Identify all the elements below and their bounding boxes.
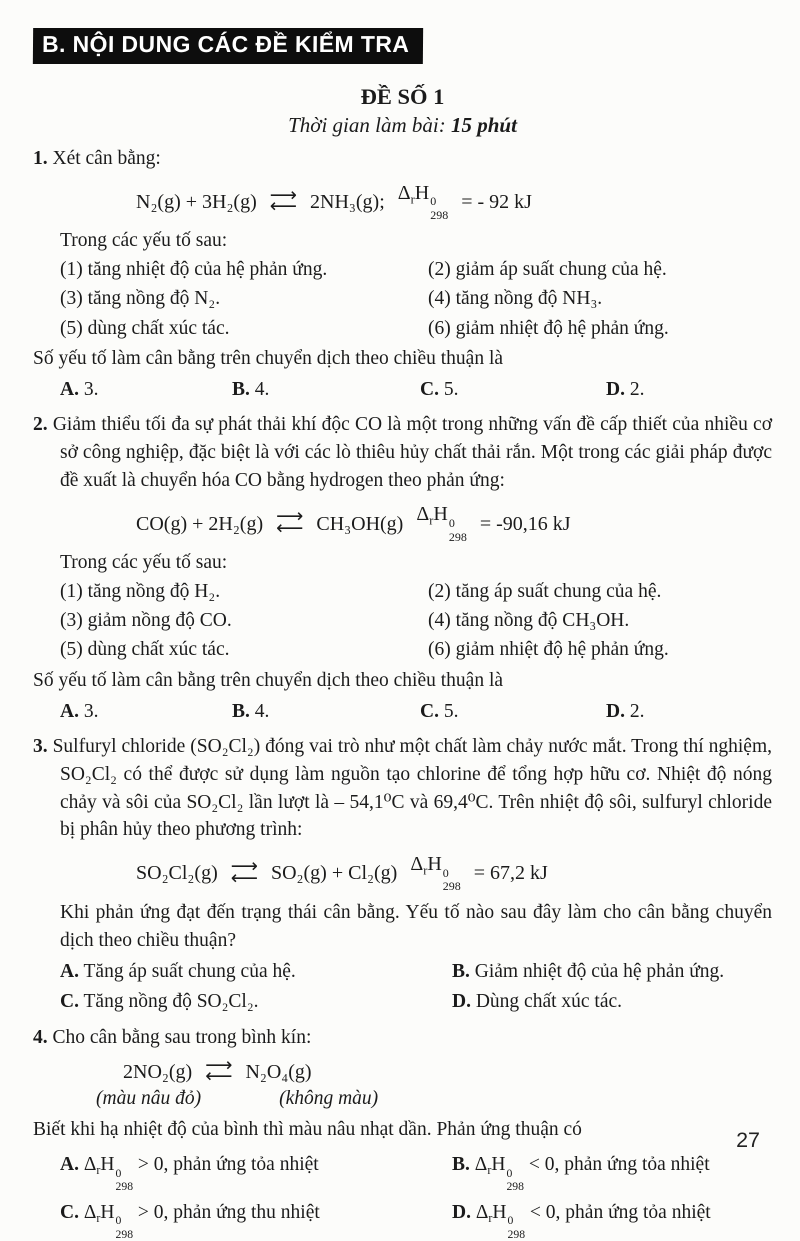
question-number: 2. (33, 414, 48, 436)
label-left: (màu nâu đỏ) (96, 1088, 202, 1110)
delta-symbol: Δ (83, 1201, 97, 1223)
option-label: D. (606, 379, 625, 401)
equation-right: SO₂(g) + Cl₂(g) (270, 862, 398, 885)
equation-value: = - 92 kJ (461, 190, 532, 213)
question-2-intro (33, 411, 772, 494)
option-text: < 0, phản ứng tỏa nhiệt (528, 1154, 710, 1176)
enthalpy-subscript: 298 (448, 529, 467, 544)
equilibrium-arrow-icon (205, 1060, 232, 1084)
factors-intro: Trong các yếu tố sau: (60, 551, 228, 573)
option-text: < 0, phản ứng tỏa nhiệt (529, 1201, 711, 1223)
option-label: C. (60, 1201, 79, 1223)
equilibrium-arrow-icon (231, 861, 258, 885)
option-label: D. (606, 700, 625, 722)
enthalpy-notation (474, 1154, 524, 1194)
factors-list (33, 577, 772, 665)
enthalpy-notation (416, 503, 466, 544)
question-3-intro (33, 733, 772, 844)
enthalpy-notation (475, 1201, 526, 1241)
option-a (60, 697, 232, 726)
option-text: Dùng chất xúc tác. (475, 990, 623, 1012)
option-d (452, 1194, 772, 1241)
option-label: C. (60, 990, 79, 1012)
question-text: Xét cân bằng: (52, 148, 161, 169)
enthalpy-subscript: 298 (430, 208, 449, 223)
option-b (232, 375, 420, 404)
option-label: C. (420, 379, 439, 401)
enthalpy-symbol: H (100, 1154, 115, 1176)
question-3-prompt: Khi phản ứng đạt đến trạng thái cân bằng. Yếu tố nào sau đây làm cho cân bằng chuyển dịch theo chiều thuận? (60, 902, 772, 951)
option-text: 3. (83, 700, 99, 722)
enthalpy-symbol: H (427, 852, 442, 875)
question-text: Cho cân bằng sau trong bình kín: (52, 1026, 312, 1048)
enthalpy-symbol: H (492, 1201, 507, 1223)
option-text: 2. (629, 379, 645, 401)
enthalpy-superscript: 0 (507, 1214, 514, 1228)
equation-left: N₂(g) + 3H₂(g) (136, 190, 257, 213)
enthalpy-supsub (449, 517, 467, 545)
question-2 (33, 411, 772, 726)
factor-item: (4) tăng nồng độ CH₃OH. (428, 610, 630, 632)
equation-right: N₂O₄(g) (245, 1060, 312, 1083)
equation-left: CO(g) + 2H₂(g) (136, 512, 264, 535)
option-b (452, 957, 772, 987)
answer-options (33, 697, 772, 726)
option-label: C. (420, 700, 439, 722)
question-note: Biết khi hạ nhiệt độ của bình thì màu nâu nhạt dần. Phản ứng thuận có (33, 1119, 582, 1141)
enthalpy-supsub (116, 1214, 134, 1241)
question-1 (33, 145, 772, 404)
delta-symbol: Δ (410, 852, 424, 875)
option-text: 4. (254, 379, 270, 401)
option-text: > 0, phản ứng thu nhiệt (137, 1201, 320, 1223)
factor-item: (6) giảm nhiệt độ hệ phản ứng. (428, 639, 669, 661)
test-title: ĐỀ SỐ 1 (360, 84, 445, 109)
factor-item: (2) tăng áp suất chung của hệ. (428, 580, 662, 602)
enthalpy-notation (83, 1154, 134, 1194)
option-text: 5. (443, 379, 459, 401)
equation-4 (123, 1061, 772, 1085)
equation-value: = 67,2 kJ (473, 862, 548, 885)
enthalpy-subscript: 298 (115, 1227, 134, 1241)
enthalpy-superscript: 0 (448, 516, 455, 531)
option-label: D. (452, 1201, 471, 1223)
option-label: D. (452, 990, 471, 1012)
equation-left: SO₂Cl₂(g) (136, 862, 218, 885)
option-d (606, 697, 772, 726)
option-a (60, 1146, 452, 1193)
option-c (420, 697, 606, 726)
question-closing: Số yếu tố làm cân bằng trên chuyển dịch theo chiều thuận là (33, 669, 504, 691)
question-3 (33, 733, 772, 1017)
question-text: Sulfuryl chloride (SO₂Cl₂) đóng vai trò như một chất làm chảy nước mắt. Trong thí nghiệm, SO₂Cl₂ có thể được sử dụng làm nguồn tạo chlorine để tổng hợp hữu cơ. Nhiệt độ nóng chảy và sôi của SO₂Cl₂ lần lượt là – 54,1⁰C và 69,4⁰C. Trên nhiệt độ sôi, sulfuryl chloride bị phân hủy theo phương trình: (52, 736, 772, 841)
factor-item: (3) giảm nồng độ CO. (60, 610, 232, 632)
option-c (60, 1194, 452, 1241)
enthalpy-subscript: 298 (506, 1180, 524, 1194)
enthalpy-superscript: 0 (115, 1214, 122, 1228)
enthalpy-notation (398, 182, 448, 223)
equation-labels (96, 1088, 772, 1110)
equation-3 (136, 853, 772, 894)
option-label: B. (232, 700, 250, 722)
factor-item: (6) giảm nhiệt độ hệ phản ứng. (428, 317, 669, 339)
delta-symbol: Δ (83, 1154, 97, 1176)
factors-list (33, 255, 772, 343)
equation-value: = -90,16 kJ (479, 512, 571, 535)
delta-subscript: r (96, 1163, 101, 1178)
enthalpy-notation (410, 853, 460, 894)
option-label: B. (232, 379, 250, 401)
option-text: Giảm nhiệt độ của hệ phản ứng. (474, 960, 725, 982)
option-label: B. (452, 960, 470, 982)
factor-item: (3) tăng nồng độ N₂. (60, 288, 221, 310)
equation-left: 2NO₂(g) (123, 1060, 193, 1083)
factor-item: (2) giảm áp suất chung của hệ. (428, 259, 667, 281)
option-label: A. (60, 1154, 79, 1176)
option-text: 2. (629, 700, 645, 722)
delta-subscript: r (423, 863, 428, 878)
option-d (606, 375, 772, 404)
delta-subscript: r (410, 192, 415, 207)
option-label: A. (60, 960, 79, 982)
option-text: > 0, phản ứng tỏa nhiệt (137, 1154, 319, 1176)
factor-item: (5) dùng chất xúc tác. (60, 317, 230, 339)
delta-symbol: Δ (416, 503, 430, 526)
equilibrium-arrow-icon (270, 190, 297, 214)
equilibrium-arrow-icon (276, 511, 303, 535)
enthalpy-notation (83, 1201, 134, 1241)
enthalpy-subscript: 298 (115, 1180, 134, 1194)
question-number: 3. (33, 736, 48, 758)
enthalpy-symbol: H (491, 1154, 506, 1176)
delta-subscript: r (96, 1210, 101, 1225)
delta-symbol: Δ (475, 1201, 489, 1223)
option-a (60, 375, 232, 404)
delta-symbol: Δ (474, 1154, 488, 1176)
question-number: 4. (33, 1026, 48, 1048)
enthalpy-supsub (443, 867, 461, 895)
enthalpy-superscript: 0 (442, 865, 449, 880)
enthalpy-superscript: 0 (506, 1166, 513, 1180)
question-text: Giảm thiểu tối đa sự phát thải khí độc CO là một trong những vấn đề cấp thiết của nhiều cơ sở công nghiệp, đặc biệt là với các lò thiêu hủy chất thải rắn. Một trong các giải pháp được đề xuất là chuyển hóa CO bằng hydrogen theo phản ứng: (52, 414, 773, 491)
option-c (60, 987, 452, 1017)
factors-intro: Trong các yếu tố sau: (60, 229, 228, 251)
enthalpy-symbol: H (433, 503, 448, 526)
option-text: 5. (443, 700, 459, 722)
equation-2 (136, 503, 772, 544)
option-b (232, 697, 420, 726)
option-text: 4. (254, 700, 270, 722)
option-label: B. (452, 1154, 470, 1176)
test-duration (33, 113, 772, 138)
enthalpy-superscript: 0 (115, 1166, 122, 1180)
option-b (452, 1146, 772, 1193)
option-text: 3. (83, 379, 99, 401)
option-label: A. (60, 700, 79, 722)
factor-item: (5) dùng chất xúc tác. (60, 639, 230, 661)
option-c (420, 375, 606, 404)
question-4-intro (33, 1024, 772, 1052)
duration-value: 15 phút (450, 113, 517, 137)
enthalpy-supsub (506, 1167, 524, 1194)
option-a (60, 957, 452, 987)
option-text: Tăng áp suất chung của hệ. (83, 960, 296, 982)
equation-1 (136, 182, 772, 223)
option-label: A. (60, 379, 79, 401)
section-header: B. NỘI DUNG CÁC ĐỀ KIỂM TRA (33, 28, 424, 64)
enthalpy-supsub (508, 1214, 526, 1241)
equation-right: CH₃OH(g) (316, 512, 404, 535)
enthalpy-symbol: H (100, 1201, 115, 1223)
factor-item: (1) tăng nồng độ H₂. (60, 580, 221, 602)
factor-item: (4) tăng nồng độ NH₃. (428, 288, 603, 310)
answer-options (33, 957, 772, 1017)
duration-label: Thời gian làm bài: (288, 113, 446, 137)
option-text: Tăng nồng độ SO₂Cl₂. (83, 990, 259, 1012)
enthalpy-subscript: 298 (442, 879, 461, 894)
delta-subscript: r (429, 513, 434, 528)
question-closing: Số yếu tố làm cân bằng trên chuyển dịch theo chiều thuận là (33, 347, 504, 369)
enthalpy-supsub (430, 195, 448, 223)
factor-item: (1) tăng nhiệt độ của hệ phản ứng. (60, 259, 328, 281)
label-right: (không màu) (279, 1088, 379, 1110)
question-4 (33, 1024, 772, 1241)
enthalpy-superscript: 0 (430, 194, 437, 209)
answer-options (33, 375, 772, 404)
page-number: 27 (736, 1128, 760, 1152)
enthalpy-symbol: H (414, 181, 430, 204)
option-d (452, 987, 772, 1017)
delta-symbol: Δ (397, 181, 411, 204)
delta-subscript: r (488, 1210, 493, 1225)
question-number: 1. (33, 148, 48, 169)
answer-options (33, 1146, 772, 1241)
enthalpy-subscript: 298 (507, 1227, 526, 1241)
equation-right: 2NH₃(g); (310, 190, 385, 213)
enthalpy-supsub (116, 1167, 134, 1194)
delta-subscript: r (487, 1163, 492, 1178)
question-1-intro (33, 145, 772, 173)
